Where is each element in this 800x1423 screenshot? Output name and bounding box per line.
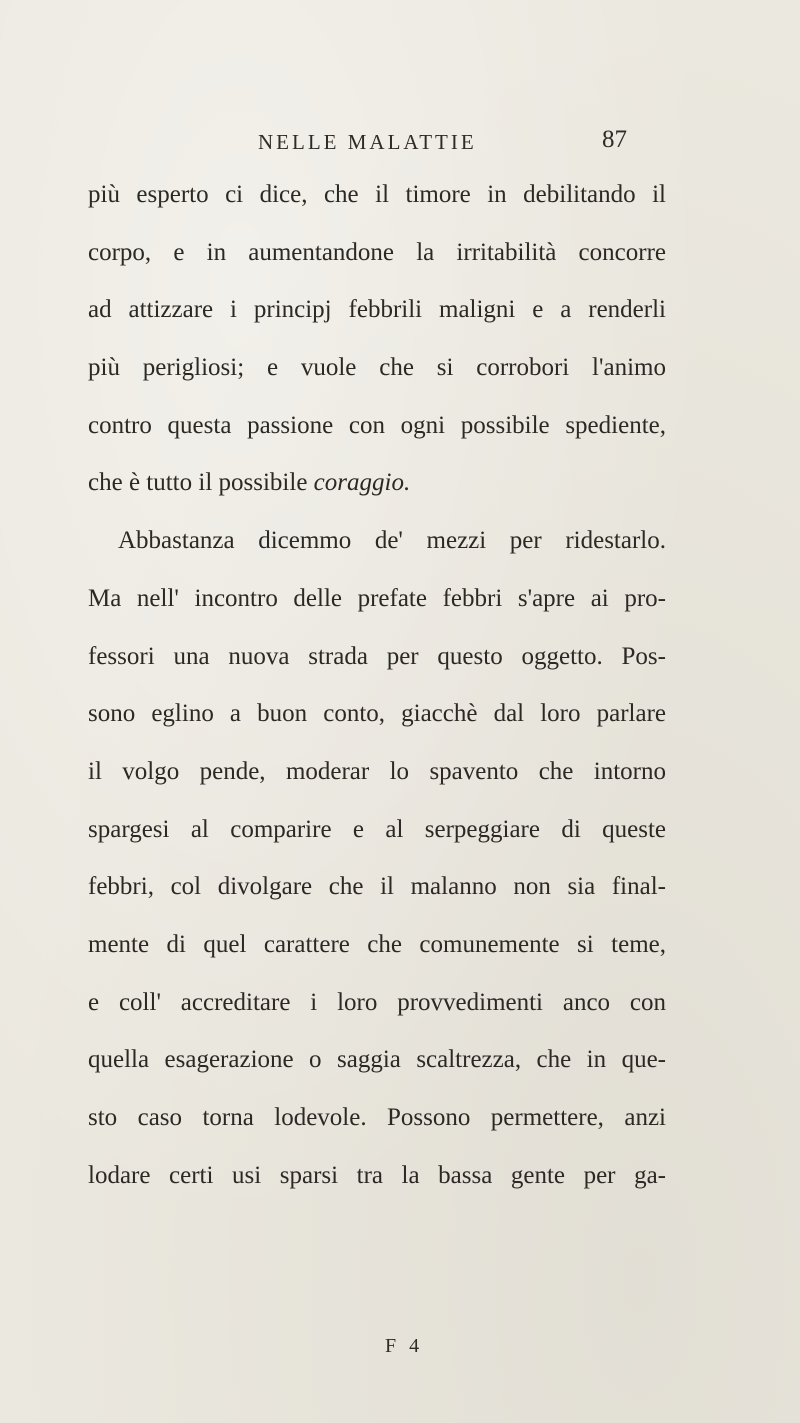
text-line-7: Abbastanza dicemmo de' mezzi per ridestarlo. bbox=[118, 527, 666, 555]
text-line-16: quella esagerazione o saggia scaltrezza, che in que- bbox=[88, 1046, 666, 1074]
text-line-1: più esperto ci dice, che il timore in debilitando il bbox=[88, 181, 666, 208]
text-line-6-start: che è tutto il possibile bbox=[88, 469, 308, 497]
text-line-3: ad attizzare i principj febbrili maligni e a renderli bbox=[88, 296, 666, 324]
text-line-2: corpo, e in aumentandone la irritabilità concorre bbox=[88, 238, 666, 266]
text-line-9: fessori una nuova strada per questo oggetto. Pos- bbox=[88, 642, 666, 670]
text-line-13: febbri, col divolgare che il malanno non sia final- bbox=[88, 873, 666, 901]
text-line-11: il volgo pende, moderar lo spavento che intorno bbox=[88, 757, 666, 785]
body-text bbox=[88, 166, 666, 1204]
page-number: 87 bbox=[602, 126, 627, 153]
text-line-15: e coll' accreditare i loro provvedimenti anco con bbox=[88, 988, 666, 1016]
text-line-6 bbox=[88, 454, 666, 512]
text-line-4: più perigliosi; e vuole che si corrobori l'animo bbox=[88, 354, 666, 382]
page-header bbox=[0, 126, 800, 166]
text-line-14: mente di quel carattere che comunemente si teme, bbox=[88, 930, 666, 958]
text-line-10: sono eglino a buon conto, giacchè dal loro parlare bbox=[88, 700, 666, 728]
text-line-12: spargesi al comparire e al serpeggiare di queste bbox=[88, 815, 666, 843]
emphasis-word: coraggio. bbox=[313, 469, 411, 497]
text-line-18: lodare certi usi sparsi tra la bassa gente per ga- bbox=[88, 1161, 666, 1189]
text-line-17: sto caso torna lodevole. Possono permettere, anzi bbox=[88, 1104, 666, 1131]
running-head: NELLE MALATTIE bbox=[258, 130, 477, 154]
text-line-5: contro questa passione con ogni possibile spediente, bbox=[88, 411, 666, 439]
printer-signature-mark: F 4 bbox=[385, 1335, 424, 1357]
text-line-8: Ma nell' incontro delle prefate febbri s'apre ai pro- bbox=[88, 584, 666, 612]
